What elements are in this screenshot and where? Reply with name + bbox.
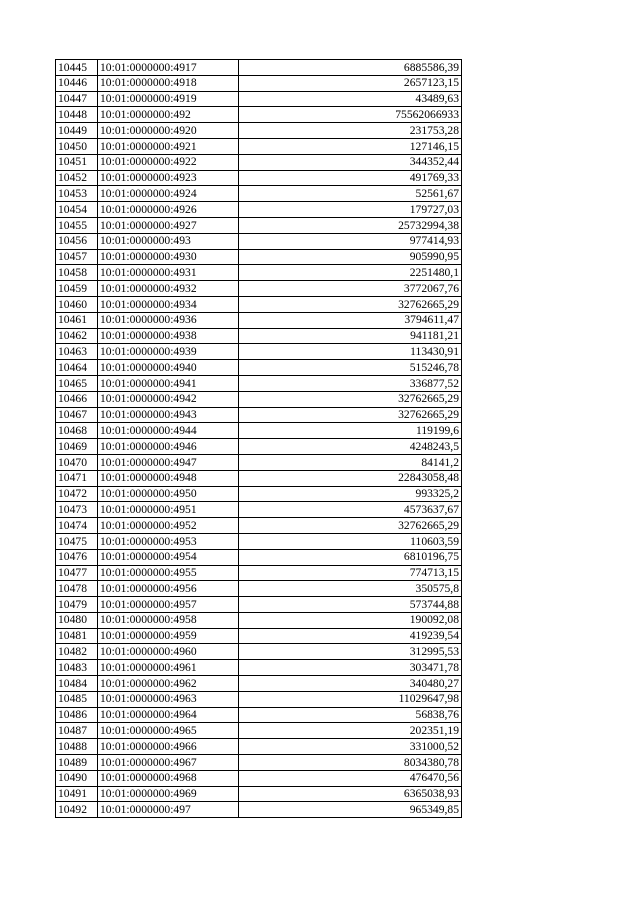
table-row (56, 123, 462, 139)
cadastral-number-cell: 10:01:0000000:497 (98, 802, 239, 818)
row-number-cell: 10474 (56, 518, 98, 534)
cadastral-number-cell: 10:01:0000000:4944 (98, 423, 239, 439)
cadastral-value-cell: 419239,54 (239, 628, 462, 644)
cadastral-number-cell: 10:01:0000000:4922 (98, 154, 239, 170)
cadastral-number-cell: 10:01:0000000:4952 (98, 518, 239, 534)
cadastral-value-cell: 4248243,5 (239, 439, 462, 455)
cadastral-value-cell: 32762665,29 (239, 296, 462, 312)
row-number-cell: 10467 (56, 407, 98, 423)
row-number-cell: 10482 (56, 644, 98, 660)
cadastral-number-cell: 10:01:0000000:4966 (98, 739, 239, 755)
cadastral-value-cell: 331000,52 (239, 739, 462, 755)
cadastral-number-cell: 10:01:0000000:4969 (98, 786, 239, 802)
row-number-cell: 10471 (56, 470, 98, 486)
table-row (56, 138, 462, 154)
cadastral-number-cell: 10:01:0000000:4951 (98, 502, 239, 518)
row-number-cell: 10453 (56, 186, 98, 202)
table-row (56, 628, 462, 644)
cadastral-number-cell: 10:01:0000000:4953 (98, 533, 239, 549)
cadastral-number-cell: 10:01:0000000:4964 (98, 707, 239, 723)
row-number-cell: 10452 (56, 170, 98, 186)
cadastral-value-cell: 3772067,76 (239, 281, 462, 297)
row-number-cell: 10472 (56, 486, 98, 502)
cadastral-value-cell: 75562066933 (239, 107, 462, 123)
cadastral-number-cell: 10:01:0000000:4943 (98, 407, 239, 423)
cadastral-number-cell: 10:01:0000000:4924 (98, 186, 239, 202)
cadastral-value-cell: 774713,15 (239, 565, 462, 581)
cadastral-value-cell: 113430,91 (239, 344, 462, 360)
row-number-cell: 10454 (56, 202, 98, 218)
table-row (56, 296, 462, 312)
cadastral-number-cell: 10:01:0000000:4917 (98, 60, 239, 76)
row-number-cell: 10486 (56, 707, 98, 723)
cadastral-number-cell: 10:01:0000000:4919 (98, 91, 239, 107)
row-number-cell: 10488 (56, 739, 98, 755)
cadastral-number-cell: 10:01:0000000:4927 (98, 217, 239, 233)
cadastral-value-cell: 110603,59 (239, 533, 462, 549)
cadastral-number-cell: 10:01:0000000:4932 (98, 281, 239, 297)
table-row (56, 597, 462, 613)
cadastral-value-cell: 8034380,78 (239, 755, 462, 771)
row-number-cell: 10479 (56, 597, 98, 613)
row-number-cell: 10451 (56, 154, 98, 170)
cadastral-number-cell: 10:01:0000000:4941 (98, 375, 239, 391)
table-row (56, 502, 462, 518)
cadastral-number-cell: 10:01:0000000:4948 (98, 470, 239, 486)
cadastral-number-cell: 10:01:0000000:4954 (98, 549, 239, 565)
cadastral-value-cell: 2251480,1 (239, 265, 462, 281)
cadastral-value-cell: 11029647,98 (239, 691, 462, 707)
cadastral-number-cell: 10:01:0000000:4938 (98, 328, 239, 344)
table-row (56, 249, 462, 265)
cadastral-value-cell: 2657123,15 (239, 75, 462, 91)
row-number-cell: 10447 (56, 91, 98, 107)
cadastral-number-cell: 10:01:0000000:4918 (98, 75, 239, 91)
cadastral-value-cell: 977414,93 (239, 233, 462, 249)
cadastral-number-cell: 10:01:0000000:492 (98, 107, 239, 123)
table-row (56, 518, 462, 534)
cadastral-number-cell: 10:01:0000000:4962 (98, 676, 239, 692)
table-row (56, 407, 462, 423)
table-row (56, 676, 462, 692)
cadastral-number-cell: 10:01:0000000:4942 (98, 391, 239, 407)
cadastral-number-cell: 10:01:0000000:4961 (98, 660, 239, 676)
table-row (56, 281, 462, 297)
cadastral-value-cell: 905990,95 (239, 249, 462, 265)
cadastral-value-cell: 32762665,29 (239, 407, 462, 423)
row-number-cell: 10487 (56, 723, 98, 739)
row-number-cell: 10473 (56, 502, 98, 518)
row-number-cell: 10449 (56, 123, 98, 139)
cadastral-number-cell: 10:01:0000000:4926 (98, 202, 239, 218)
row-number-cell: 10456 (56, 233, 98, 249)
row-number-cell: 10463 (56, 344, 98, 360)
row-number-cell: 10460 (56, 296, 98, 312)
cadastral-number-cell: 10:01:0000000:493 (98, 233, 239, 249)
cadastral-value-cell: 32762665,29 (239, 518, 462, 534)
table-row (56, 423, 462, 439)
cadastral-value-cell: 476470,56 (239, 770, 462, 786)
row-number-cell: 10481 (56, 628, 98, 644)
table-row (56, 186, 462, 202)
row-number-cell: 10458 (56, 265, 98, 281)
cadastral-value-cell: 119199,6 (239, 423, 462, 439)
cadastral-value-table (55, 59, 462, 818)
cadastral-value-cell: 965349,85 (239, 802, 462, 818)
cadastral-value-cell: 43489,63 (239, 91, 462, 107)
table-row (56, 707, 462, 723)
row-number-cell: 10446 (56, 75, 98, 91)
cadastral-value-cell: 340480,27 (239, 676, 462, 692)
row-number-cell: 10480 (56, 612, 98, 628)
table-row (56, 565, 462, 581)
table-row (56, 786, 462, 802)
row-number-cell: 10489 (56, 755, 98, 771)
row-number-cell: 10462 (56, 328, 98, 344)
row-number-cell: 10466 (56, 391, 98, 407)
cadastral-number-cell: 10:01:0000000:4965 (98, 723, 239, 739)
row-number-cell: 10468 (56, 423, 98, 439)
table-row (56, 344, 462, 360)
table-row (56, 107, 462, 123)
row-number-cell: 10445 (56, 60, 98, 76)
cadastral-value-cell: 993325,2 (239, 486, 462, 502)
cadastral-value-cell: 127146,15 (239, 138, 462, 154)
row-number-cell: 10483 (56, 660, 98, 676)
cadastral-number-cell: 10:01:0000000:4950 (98, 486, 239, 502)
cadastral-number-cell: 10:01:0000000:4934 (98, 296, 239, 312)
table-row (56, 486, 462, 502)
table-row (56, 60, 462, 76)
table-row (56, 75, 462, 91)
row-number-cell: 10491 (56, 786, 98, 802)
cadastral-value-cell: 190092,08 (239, 612, 462, 628)
cadastral-value-cell: 22843058,48 (239, 470, 462, 486)
table-row (56, 202, 462, 218)
cadastral-value-cell: 303471,78 (239, 660, 462, 676)
table-row (56, 439, 462, 455)
cadastral-number-cell: 10:01:0000000:4959 (98, 628, 239, 644)
table-row (56, 660, 462, 676)
cadastral-value-cell: 84141,2 (239, 454, 462, 470)
cadastral-number-cell: 10:01:0000000:4960 (98, 644, 239, 660)
table-row (56, 312, 462, 328)
table-row (56, 739, 462, 755)
row-number-cell: 10469 (56, 439, 98, 455)
row-number-cell: 10484 (56, 676, 98, 692)
row-number-cell: 10478 (56, 581, 98, 597)
row-number-cell: 10448 (56, 107, 98, 123)
row-number-cell: 10457 (56, 249, 98, 265)
cadastral-value-cell: 350575,8 (239, 581, 462, 597)
row-number-cell: 10476 (56, 549, 98, 565)
table-row (56, 454, 462, 470)
table-row (56, 375, 462, 391)
table-row (56, 612, 462, 628)
cadastral-number-cell: 10:01:0000000:4921 (98, 138, 239, 154)
cadastral-value-cell: 312995,53 (239, 644, 462, 660)
cadastral-value-cell: 25732994,38 (239, 217, 462, 233)
row-number-cell: 10459 (56, 281, 98, 297)
table-row (56, 391, 462, 407)
cadastral-value-cell: 32762665,29 (239, 391, 462, 407)
cadastral-number-cell: 10:01:0000000:4936 (98, 312, 239, 328)
cadastral-number-cell: 10:01:0000000:4968 (98, 770, 239, 786)
table-row (56, 328, 462, 344)
cadastral-value-cell: 491769,33 (239, 170, 462, 186)
cadastral-number-cell: 10:01:0000000:4930 (98, 249, 239, 265)
cadastral-number-cell: 10:01:0000000:4956 (98, 581, 239, 597)
table-row (56, 770, 462, 786)
row-number-cell: 10465 (56, 375, 98, 391)
cadastral-number-cell: 10:01:0000000:4946 (98, 439, 239, 455)
cadastral-number-cell: 10:01:0000000:4967 (98, 755, 239, 771)
row-number-cell: 10461 (56, 312, 98, 328)
table-row (56, 581, 462, 597)
cadastral-number-cell: 10:01:0000000:4955 (98, 565, 239, 581)
cadastral-value-cell: 344352,44 (239, 154, 462, 170)
cadastral-value-cell: 3794611,47 (239, 312, 462, 328)
table-row (56, 91, 462, 107)
cadastral-value-cell: 6810196,75 (239, 549, 462, 565)
table-row (56, 691, 462, 707)
cadastral-number-cell: 10:01:0000000:4940 (98, 360, 239, 376)
row-number-cell: 10477 (56, 565, 98, 581)
row-number-cell: 10470 (56, 454, 98, 470)
table-row (56, 217, 462, 233)
table-row (56, 802, 462, 818)
cadastral-number-cell: 10:01:0000000:4939 (98, 344, 239, 360)
cadastral-value-cell: 941181,21 (239, 328, 462, 344)
cadastral-value-cell: 202351,19 (239, 723, 462, 739)
table-row (56, 723, 462, 739)
table-row (56, 644, 462, 660)
cadastral-number-cell: 10:01:0000000:4947 (98, 454, 239, 470)
cadastral-value-cell: 56838,76 (239, 707, 462, 723)
row-number-cell: 10490 (56, 770, 98, 786)
table-row (56, 154, 462, 170)
table-row (56, 755, 462, 771)
table-body (56, 60, 462, 818)
cadastral-value-cell: 52561,67 (239, 186, 462, 202)
cadastral-number-cell: 10:01:0000000:4931 (98, 265, 239, 281)
cadastral-value-cell: 6885586,39 (239, 60, 462, 76)
cadastral-value-cell: 4573637,67 (239, 502, 462, 518)
table-row (56, 549, 462, 565)
cadastral-value-cell: 6365038,93 (239, 786, 462, 802)
table-row (56, 170, 462, 186)
table-row (56, 360, 462, 376)
row-number-cell: 10485 (56, 691, 98, 707)
cadastral-value-cell: 515246,78 (239, 360, 462, 376)
cadastral-value-cell: 336877,52 (239, 375, 462, 391)
row-number-cell: 10450 (56, 138, 98, 154)
table-row (56, 233, 462, 249)
cadastral-value-cell: 179727,03 (239, 202, 462, 218)
cadastral-number-cell: 10:01:0000000:4923 (98, 170, 239, 186)
row-number-cell: 10455 (56, 217, 98, 233)
row-number-cell: 10464 (56, 360, 98, 376)
row-number-cell: 10475 (56, 533, 98, 549)
table-row (56, 533, 462, 549)
cadastral-value-cell: 231753,28 (239, 123, 462, 139)
cadastral-number-cell: 10:01:0000000:4920 (98, 123, 239, 139)
cadastral-number-cell: 10:01:0000000:4958 (98, 612, 239, 628)
table-row (56, 470, 462, 486)
cadastral-number-cell: 10:01:0000000:4957 (98, 597, 239, 613)
cadastral-number-cell: 10:01:0000000:4963 (98, 691, 239, 707)
row-number-cell: 10492 (56, 802, 98, 818)
table-row (56, 265, 462, 281)
cadastral-value-cell: 573744,88 (239, 597, 462, 613)
